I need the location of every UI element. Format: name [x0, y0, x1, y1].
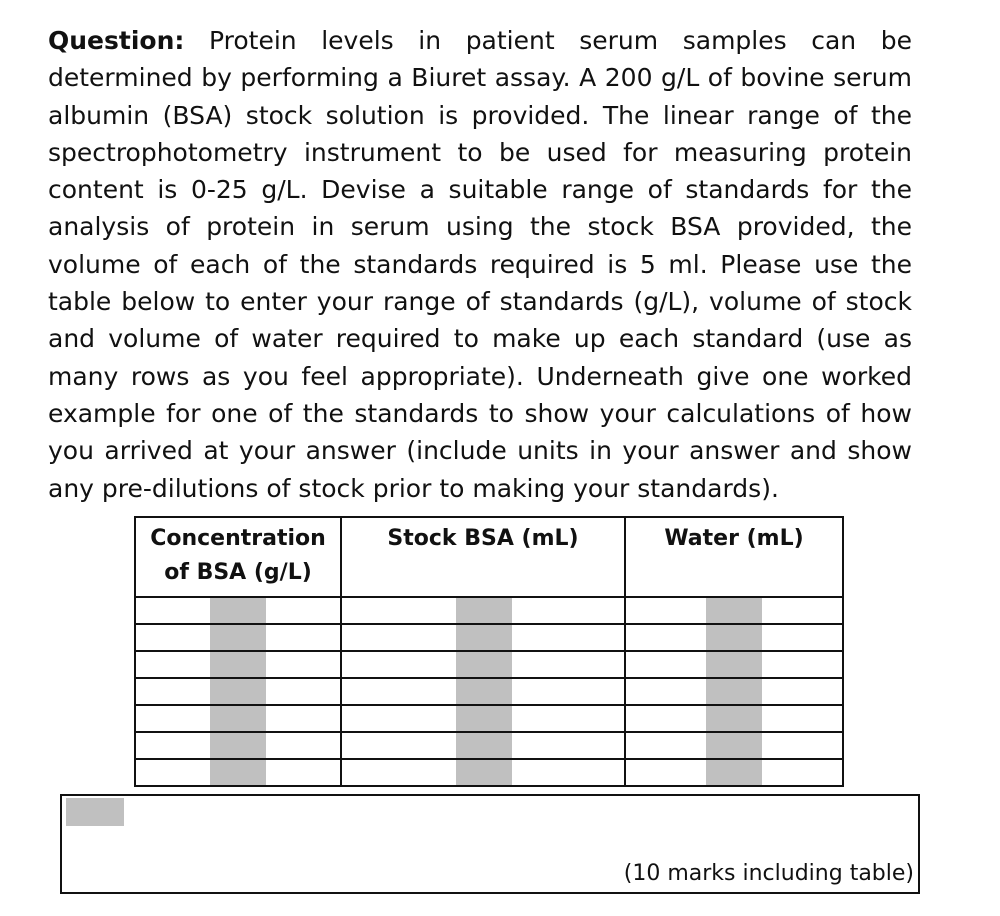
table-row [135, 705, 843, 732]
concentration-cell[interactable] [135, 678, 341, 705]
redacted-region [706, 706, 762, 731]
marks-label: (10 marks including table) [623, 861, 914, 886]
redacted-region [456, 760, 512, 785]
water-cell[interactable] [625, 732, 843, 759]
redacted-region [210, 625, 266, 650]
redacted-region [456, 598, 512, 623]
table-row [135, 597, 843, 624]
stock-cell[interactable] [341, 597, 625, 624]
table-row [135, 759, 843, 786]
stock-cell[interactable] [341, 624, 625, 651]
water-cell[interactable] [625, 624, 843, 651]
stock-cell[interactable] [341, 759, 625, 786]
redacted-region [706, 679, 762, 704]
water-cell[interactable] [625, 705, 843, 732]
table-row [135, 678, 843, 705]
header-water: Water (mL) [625, 517, 843, 597]
stock-cell[interactable] [341, 732, 625, 759]
redacted-region [456, 733, 512, 758]
redacted-region [210, 598, 266, 623]
concentration-cell[interactable] [135, 759, 341, 786]
redacted-region [210, 760, 266, 785]
redacted-region [706, 598, 762, 623]
redacted-region [210, 652, 266, 677]
question-label: Question: [48, 26, 185, 55]
redacted-region [706, 760, 762, 785]
concentration-cell[interactable] [135, 705, 341, 732]
stock-cell[interactable] [341, 678, 625, 705]
water-cell[interactable] [625, 597, 843, 624]
standards-table [134, 516, 844, 787]
redacted-region [456, 679, 512, 704]
redacted-region [456, 706, 512, 731]
table-row [135, 651, 843, 678]
redacted-region [210, 706, 266, 731]
redacted-region [456, 625, 512, 650]
header-concentration-line2: of BSA (g/L) [164, 560, 312, 585]
table-row [135, 732, 843, 759]
question-paragraph [48, 22, 912, 507]
redacted-region [706, 652, 762, 677]
redacted-region [706, 625, 762, 650]
table-header-row [135, 517, 843, 597]
water-cell[interactable] [625, 651, 843, 678]
concentration-cell[interactable] [135, 597, 341, 624]
stock-cell[interactable] [341, 651, 625, 678]
redacted-region [210, 679, 266, 704]
header-stock: Stock BSA (mL) [341, 517, 625, 597]
concentration-cell[interactable] [135, 624, 341, 651]
redacted-region [66, 798, 124, 826]
concentration-cell[interactable] [135, 651, 341, 678]
header-concentration-line1: Concentration [150, 526, 326, 551]
header-concentration [135, 517, 341, 597]
water-cell[interactable] [625, 759, 843, 786]
redacted-region [706, 733, 762, 758]
redacted-region [456, 652, 512, 677]
concentration-cell[interactable] [135, 732, 341, 759]
worked-example-box[interactable] [60, 794, 920, 894]
stock-cell[interactable] [341, 705, 625, 732]
table-row [135, 624, 843, 651]
redacted-region [210, 733, 266, 758]
question-text: Protein levels in patient serum samples can be determined by performing a Biuret assay. A 200 g/L of bovine serum albumin (BSA) stock solution is provided. The linear range of the spectrophotometry instrument to be used for measuring protein content is 0-25 g/L. Devise a suitable range of standards for the analysis of protein in serum using the stock BSA provided, the volume of each of the standards required is 5 ml. Please use the table below to enter your range of standards (g/L), volume of stock and volume of water required to make up each standard (use as many rows as you feel appropriate). Underneath give one worked example for one of the standards to show your calculations of how you arrived at your answer (include units in your answer and show any pre-dilutions of stock prior to making your standards). [48, 26, 913, 503]
water-cell[interactable] [625, 678, 843, 705]
